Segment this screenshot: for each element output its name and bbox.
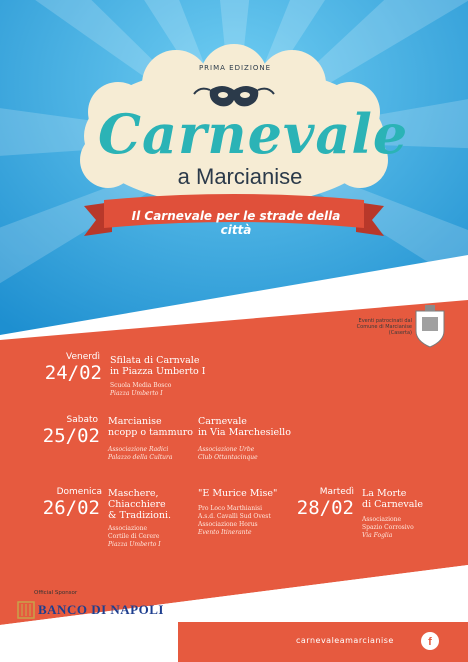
event-organizer [108, 525, 193, 549]
venue-line: Via Foglia [362, 532, 393, 539]
event-organizer [108, 446, 198, 462]
venue-line: Piazza Umberto I [108, 541, 161, 548]
tagline: Il Carnevale per le strade della città [131, 209, 341, 237]
event-date: 24/02 [44, 362, 102, 384]
venue-line: Piazza Umberto I [110, 390, 163, 397]
sponsor-label: Official Sponsor [34, 590, 78, 596]
venue-line: Palazzo della Cultura [108, 454, 173, 461]
patronage-line: Comune di Marcianise [356, 324, 412, 330]
organizer-line: Pro Loco Marthianisi [198, 505, 263, 512]
event-date: 28/02 [296, 497, 354, 519]
organizer-line: Associazione Horus [198, 521, 258, 528]
event-title [108, 488, 193, 521]
hashtag-link[interactable]: carnevaleamarcianise [296, 636, 394, 645]
event-title-line: Marcianise [108, 416, 162, 427]
edition-label: PRIMA EDIZIONE [198, 64, 272, 72]
event-organizer [198, 446, 308, 462]
event-organizer [362, 516, 462, 540]
organizer-line: A.s.d. Cavalli Sud Ovest [198, 513, 271, 520]
event-day: Martedì [319, 487, 354, 497]
organizer-line: Scuola Media Bosco [110, 382, 172, 389]
event-title-line: "E Murice Mise" [198, 488, 278, 499]
patronage-text [322, 318, 412, 336]
event-organizer [110, 382, 260, 398]
event-title-line: & Tradizioni. [108, 510, 172, 521]
poster-subtitle: a Marcianise [177, 164, 303, 189]
organizer-line: Associazione [362, 516, 402, 523]
sponsor-name: BANCO DI NAPOLI [38, 602, 164, 617]
patronage-line: (Caserta) [388, 330, 412, 336]
event-title-line: in Piazza Umberto I [110, 366, 206, 377]
organizer-line: Associazione Radici [108, 446, 169, 453]
organizer-line: Spazio Corrosivo [362, 524, 414, 531]
event-date: 26/02 [42, 497, 100, 519]
patronage-line: Eventi patrocinati dal [358, 318, 412, 324]
organizer-line: Cortile di Cerere [108, 533, 160, 540]
event-title [108, 416, 198, 438]
poster-title: Carnevale [98, 102, 409, 166]
facebook-icon[interactable] [421, 632, 439, 650]
event-title-line: Maschere, [108, 488, 159, 499]
event-title [198, 416, 308, 438]
event-title-line: Sfilata di Carnvale [110, 355, 200, 366]
event-title [362, 488, 462, 510]
event-title-line: Carnevale [198, 416, 247, 427]
organizer-line: Associazione Urbe [198, 446, 255, 453]
organizer-line: Associazione [108, 525, 148, 532]
event-title [110, 355, 260, 377]
event-day: Domenica [56, 487, 102, 497]
event-title-line: La Morte [362, 488, 407, 499]
svg-text:f: f [428, 636, 432, 648]
event-title-line: in Via Marchesiello [198, 427, 291, 438]
event-title-line: di Carnevale [362, 499, 424, 510]
event-day: Sabato [66, 415, 98, 425]
event-title-line: Chiacchiere [108, 499, 166, 510]
venue-line: Evento Itinerante [198, 529, 252, 536]
coat-of-arms-icon [416, 305, 444, 347]
event-date: 25/02 [42, 425, 100, 447]
event-day: Venerdì [66, 352, 100, 362]
event-title-line: ncopp o tammuro [108, 427, 193, 438]
venue-line: Club Ottantacinque [198, 454, 258, 461]
